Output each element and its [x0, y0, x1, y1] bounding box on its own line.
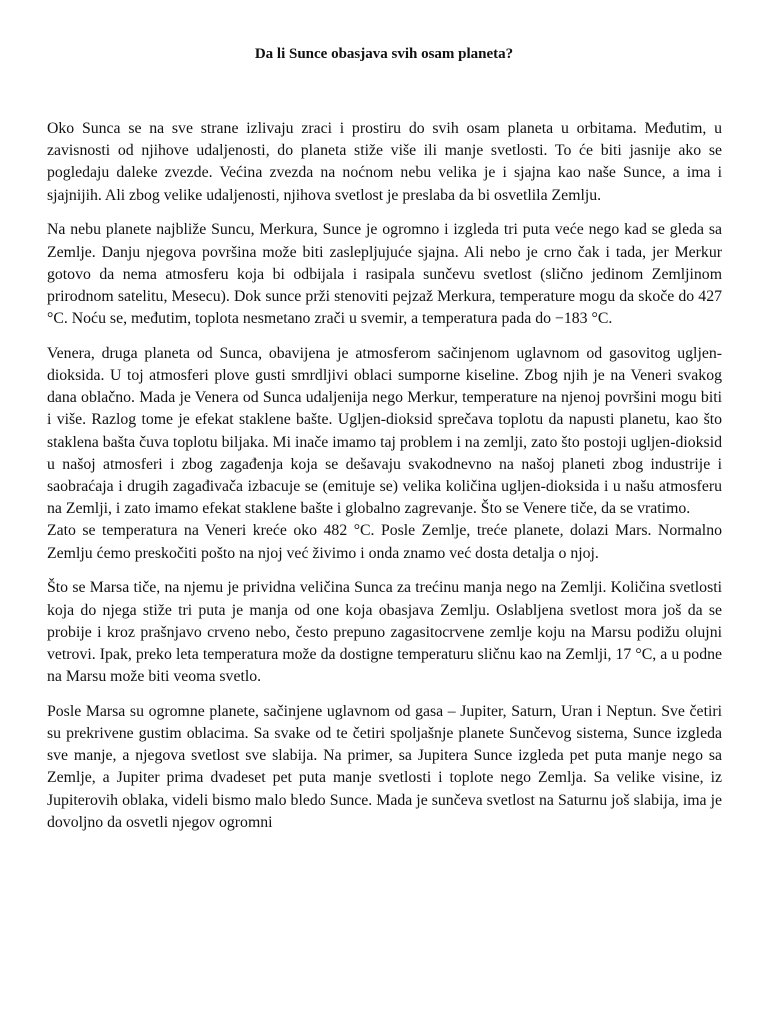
paragraph-venus: Venera, druga planeta od Sunca, obavijena je atmosferom sačinjenom uglavnom od gasovitog ugljen-dioksida. U toj atmosferi plove gusti smrdljivi oblaci sumporne kiseline. Zbog njih je na Veneri svakog dana oblačno. Mada je Venera od Sunca udaljenija nego Merkur, temperature na njenoj površini mogu biti i više. Razlog tome je efekat staklene bašte. Ugljen-dioksid sprečava toplotu da napusti planetu, kao što staklena bašta čuva toplotu biljaka. Mi inače imamo taj problem i na zemlji, zato što postoji ugljen-dioksid u našoj atmosferi i zbog zagađenja koja se dešavaju svakodnevno na našoj planeti zbog industrije i saobraćaja i drugih zagađivača izbacuje se (emituje se) velika količina ugljen-dioksida i u našu atmosferu na Zemlji, i zato imamo efekat staklene bašte i globalno zagrevanje. Što se Venere tiče, da se vratimo.: [47, 344, 722, 518]
paragraph-mercury: Na nebu planete najbliže Suncu, Merkura, Sunce je ogromno i izgleda tri puta veće nego kad se gleda sa Zemlje. Danju njegova površina može biti zaslepljujuće sjajna. Ali nebo je crno čak i tada, jer Merkur gotovo da nema atmosferu koja bi odbijala i rasipala sunčevu svetlost (slično jedinom Zemljinom prirodnom satelitu, Mesecu). Dok sunce prži stenoviti pejzaž Merkura, temperature mogu da skoče do 427 °C. Noću se, međutim, toplota nesmetano zrači u svemir, a temperatura pada do −183 °C.: [47, 221, 722, 328]
paragraph-intro: Oko Sunca se na sve strane izlivaju zraci i prostiru do svih osam planeta u orbitama. Međutim, u zavisnosti od njihove udaljenosti, do planeta stiže više ili manje svetlosti. To će biti jasnije ako se pogledaju daleke zvezde. Većina zvezda na noćnom nebu velika je i sjajna kao naše Sunce, a ima i sjajnijih. Ali zbog velike udaljenosti, njihova svetlost je preslaba da bi osvetlila Zemlju.: [47, 120, 722, 204]
paragraph-gas-giants: Posle Marsa su ogromne planete, sačinjene uglavnom od gasa – Jupiter, Saturn, Uran i Neptun. Sve četiri su prekrivene gustim oblacima. Sa svake od te četiri spoljašnje planete Sunčevog sistema, Sunce izgleda sve manje, a njegova svetlost sve slabija. Na primer, sa Jupitera Sunce izgleda pet puta manje nego sa Zemlje, a Jupiter prima dvadeset pet puta manje svetlosti i toplote nego Zemlja. Sa velike visine, iz Jupiterovih oblaka, videli bismo malo bledo Sunce. Mada je sunčeva svetlost na Saturnu još slabija, ima je dovoljno da osvetli njegov ogromni: [47, 702, 722, 831]
paragraph-venus-temperature: Zato se temperatura na Veneri kreće oko 482 °C. Posle Zemlje, treće planete, dolazi Mars. Normalno Zemlju ćemo preskočiti pošto na njoj već živimo i onda znamo već dosta detalja o njoj.: [47, 522, 722, 562]
document-title: Da li Sunce obasjava svih osam planeta?: [254, 46, 514, 62]
paragraph-mars: Što se Marsa tiče, na njemu je prividna veličina Sunca za trećinu manja nego na Zemlji. Količina svetlosti koja do njega stiže tri puta je manja od one koja obasjava Zemlju. Oslabljena svetlost mora još da se probije i kroz prašnjavo crveno nebo, često prepuno zagasitocrvene zemlje koju na Marsu podižu olujni vetrovi. Ipak, preko leta temperatura može da dostigne temperaturu sličnu kao na Zemlji, 17 °C, a u podne na Marsu može biti veoma svetlo.: [47, 579, 722, 686]
document-body: [47, 118, 722, 847]
